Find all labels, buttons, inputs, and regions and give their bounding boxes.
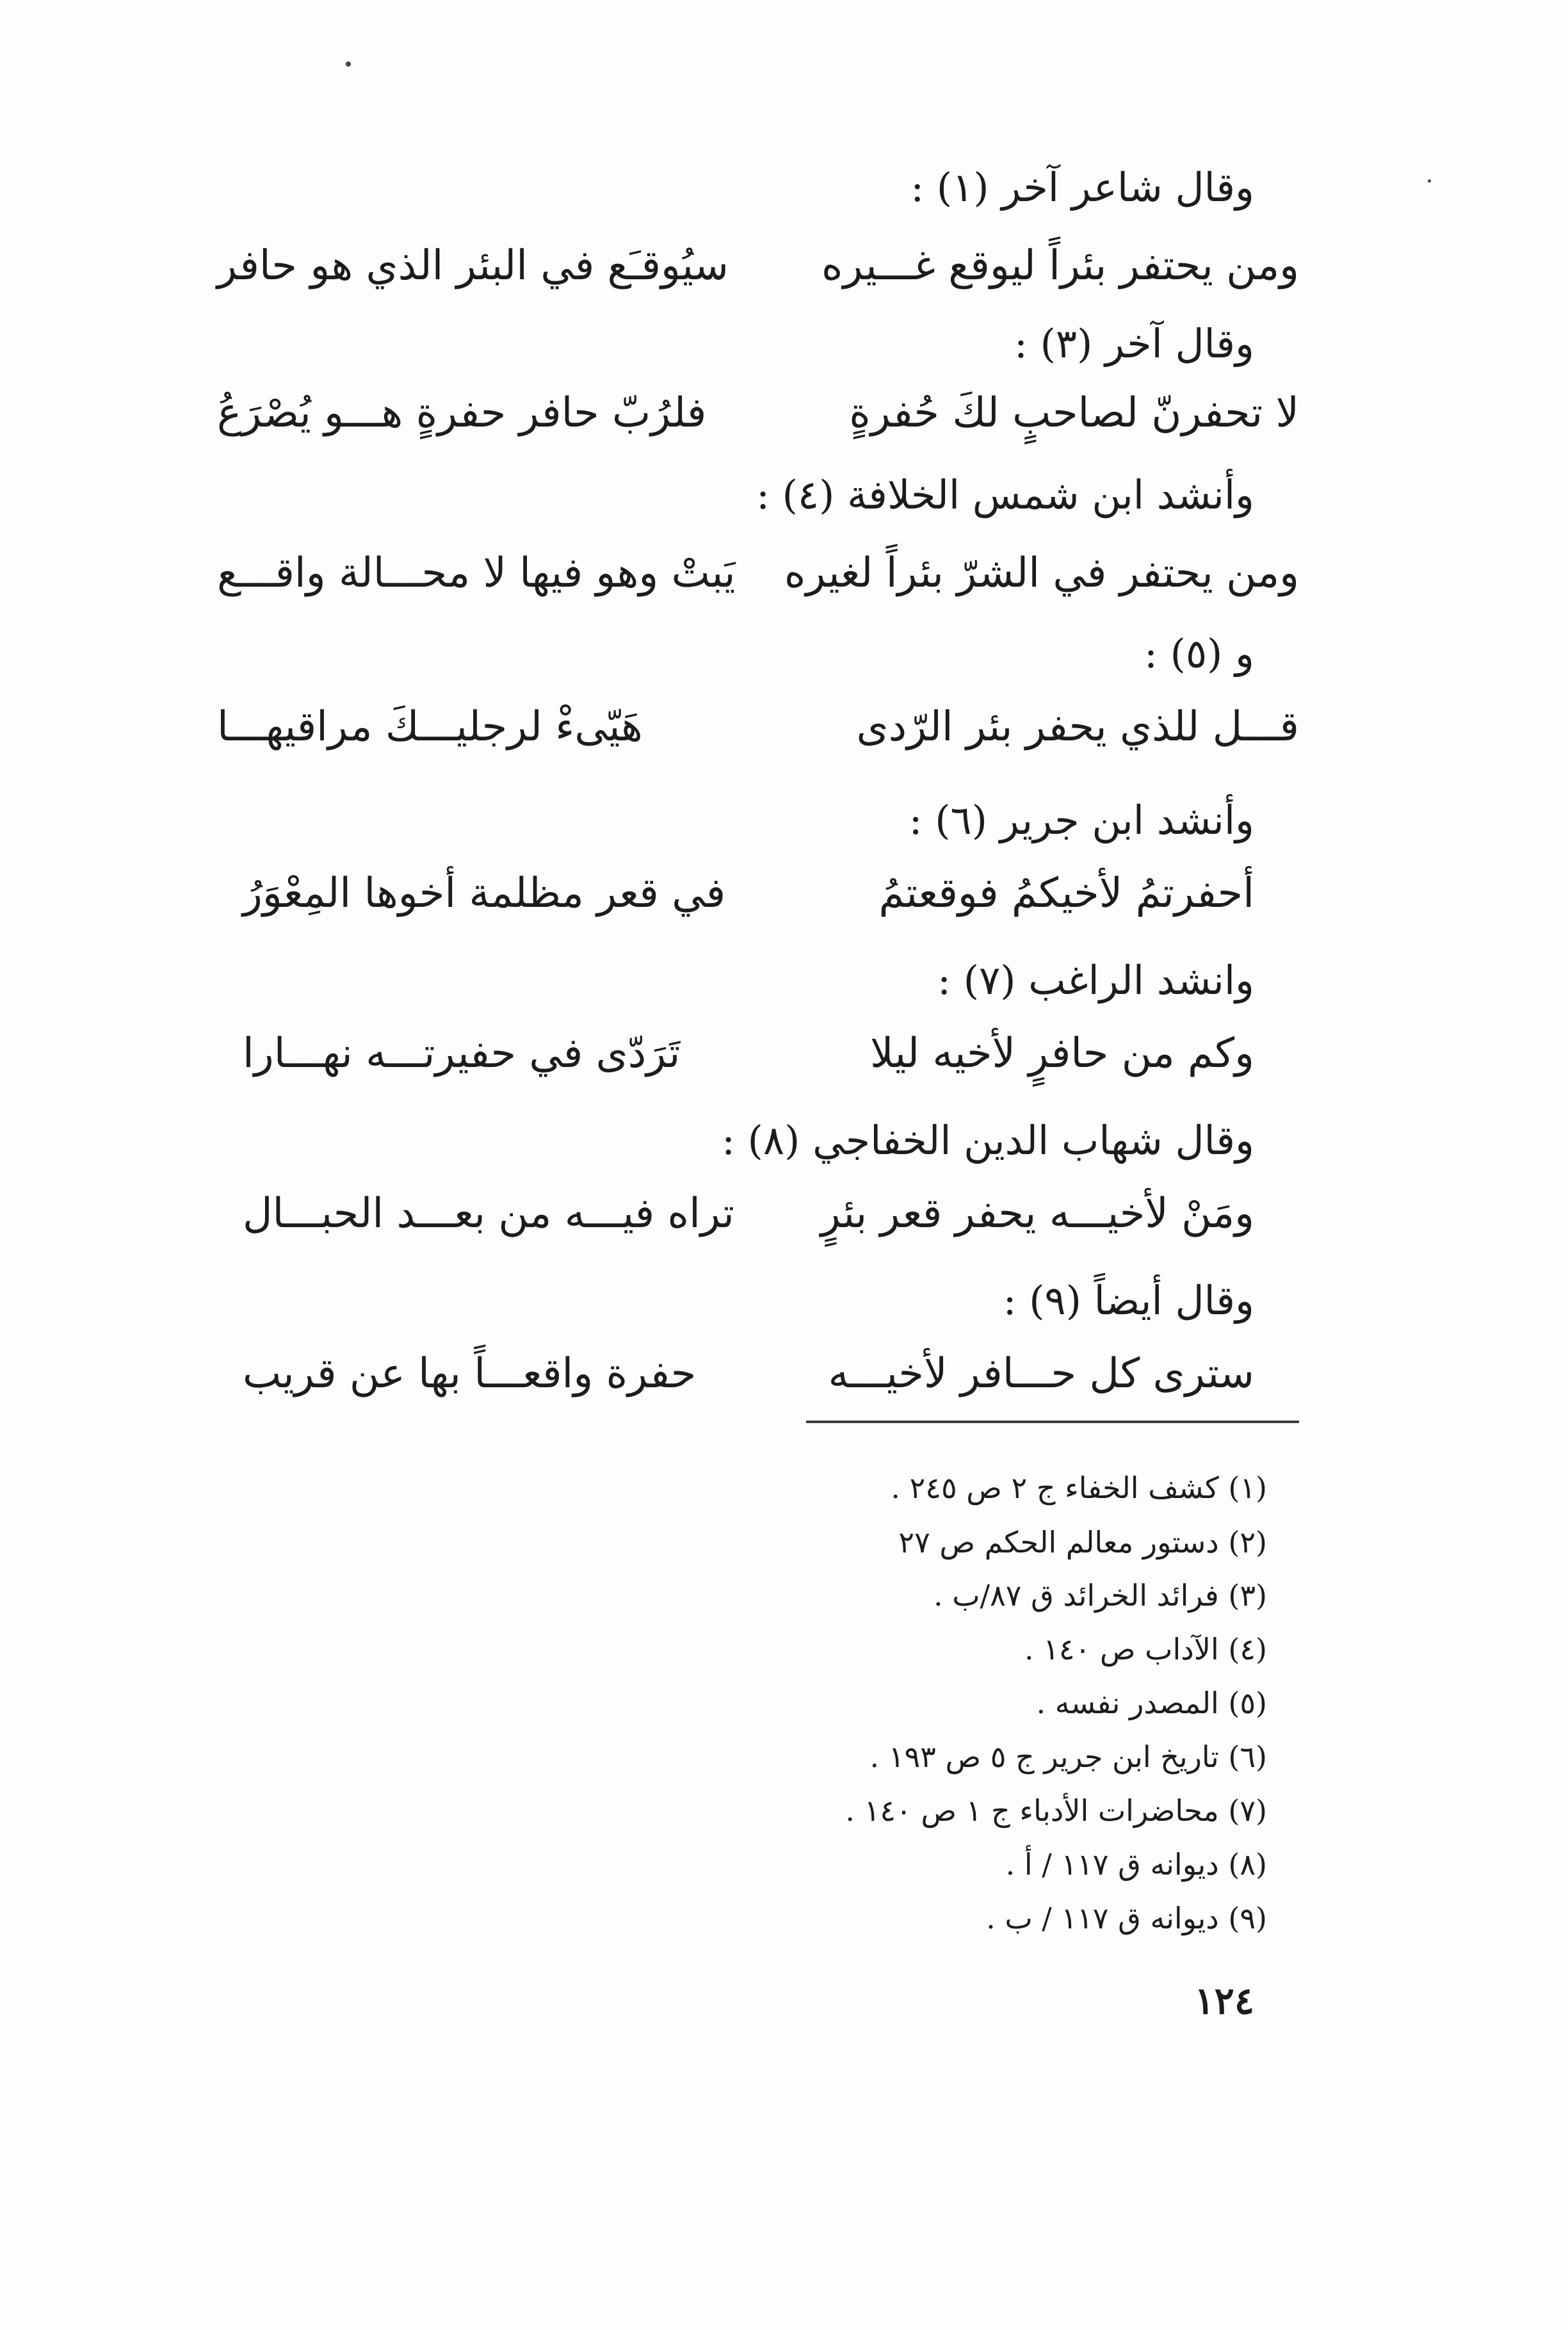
verse-line bbox=[243, 1018, 1254, 1089]
footnote: (٣) فرائد الخرائد ق ٨٧/ب . bbox=[934, 1578, 1267, 1613]
verse-intro: وقال شاعر آخر (١) : bbox=[910, 164, 1254, 211]
verse-first-hemistich: ومن يحتفر بئراً ليوقع غـــيره bbox=[821, 242, 1299, 289]
verse-intro: وأنشد ابن شمس الخلافة (٤) : bbox=[756, 471, 1254, 518]
footnote: (٢) دستور معالم الحكم ص ٢٧ bbox=[898, 1525, 1267, 1560]
verse-intro: وانشد الراغب (٧) : bbox=[937, 957, 1254, 1004]
footnote: (٨) ديوانه ق ١١٧ / أ . bbox=[1005, 1847, 1267, 1882]
verse-line bbox=[243, 858, 1254, 929]
verse-intro: وقال آخر (٣) : bbox=[1014, 320, 1254, 367]
footnote: (٩) ديوانه ق ١١٧ / ب . bbox=[986, 1901, 1267, 1935]
verse-second-hemistich: سيُوقـَع في البئر الذي هو حافر bbox=[217, 242, 729, 289]
verse-line bbox=[217, 231, 1299, 301]
verse-intro: و (٥) : bbox=[1144, 630, 1254, 677]
verse-line bbox=[243, 1178, 1254, 1249]
verse-first-hemistich: قـــل للذي يحفر بئر الرّدى bbox=[856, 703, 1299, 751]
footnote-separator bbox=[806, 1421, 1299, 1423]
verse-first-hemistich: سترى كل حـــافر لأخيـــه bbox=[828, 1350, 1254, 1397]
verse-second-hemistich: تَرَدّى في حفيرتـــه نهـــارا bbox=[243, 1030, 681, 1077]
verse-first-hemistich: ومَنْ لأخيـــه يحفر قعر بئرٍ bbox=[820, 1190, 1254, 1237]
verse-first-hemistich: أحفرتمُ لأخيكمُ فوقعتمُ bbox=[878, 870, 1254, 917]
verse-second-hemistich: حفرة واقعـــاً بها عن قريب bbox=[243, 1350, 697, 1397]
verse-line bbox=[243, 1339, 1254, 1409]
verse-intro: وقال شهاب الدين الخفاجي (٨) : bbox=[722, 1117, 1254, 1164]
verse-line bbox=[217, 538, 1299, 608]
verse-second-hemistich: في قعر مظلمة أخوها المِعْوَرُ bbox=[243, 870, 726, 917]
verse-first-hemistich: لا تحفرنّ لصاحبٍ لكَ حُفرةٍ bbox=[849, 389, 1299, 437]
verse-line bbox=[217, 378, 1299, 448]
footnote: (٧) محاضرات الأدباء ج ١ ص ١٤٠ . bbox=[845, 1793, 1267, 1828]
verse-second-hemistich: تراه فيـــه من بعـــد الحبـــال bbox=[243, 1190, 734, 1237]
verse-first-hemistich: وكم من حافرٍ لأخيه ليلا bbox=[870, 1030, 1254, 1077]
verse-second-hemistich: يَبتْ وهو فيها لا محـــالة واقـــع bbox=[217, 550, 736, 597]
page-number: ١٢٤ bbox=[1194, 1979, 1254, 2023]
footnote: (١) كشف الخفاء ج ٢ ص ٢٤٥ . bbox=[891, 1471, 1267, 1505]
footnote: (٥) المصدر نفسه . bbox=[1036, 1686, 1267, 1720]
footnote: (٦) تاريخ ابن جرير ج ٥ ص ١٩٣ . bbox=[869, 1739, 1267, 1774]
verse-intro: وأنشد ابن جرير (٦) : bbox=[909, 797, 1254, 843]
verse-second-hemistich: فلرُبّ حافر حفرةٍ هـــو يُصْرَعُ bbox=[217, 389, 707, 437]
verse-intro: وقال أيضاً (٩) : bbox=[1003, 1277, 1254, 1324]
verse-line bbox=[217, 692, 1299, 762]
scan-speck bbox=[1428, 179, 1431, 183]
verse-second-hemistich: هَيّىءْ لرجليـــكَ مراقيهـــا bbox=[217, 703, 643, 751]
footnote: (٤) الآداب ص ١٤٠ . bbox=[1024, 1632, 1267, 1666]
scan-speck bbox=[346, 61, 351, 67]
verse-first-hemistich: ومن يحتفر في الشرّ بئراً لغيره bbox=[784, 550, 1299, 597]
